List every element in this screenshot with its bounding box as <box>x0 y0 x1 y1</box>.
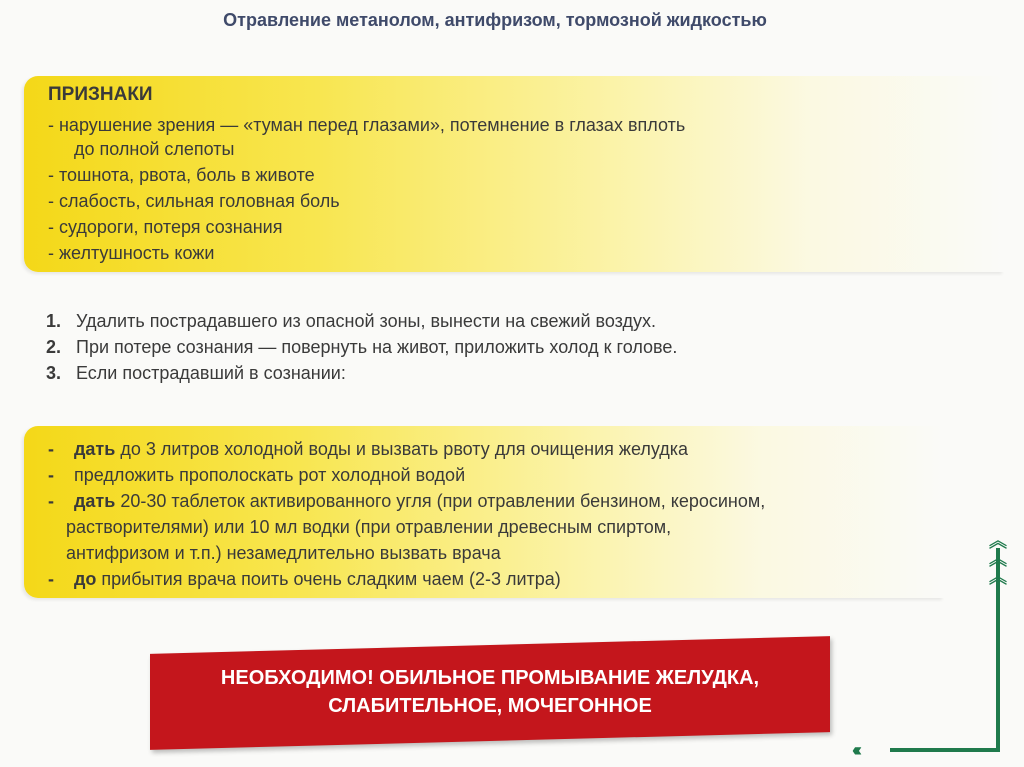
sign-item: - судороги, потеря сознания <box>48 217 283 237</box>
action-continuation: растворителями) или 10 мл водки (при отравлении древесным спиртом, <box>66 517 672 537</box>
sign-item: - тошнота, рвота, боль в животе <box>48 165 315 185</box>
page-title: Отравление метанолом, антифризом, тормозной жидкостью <box>223 10 767 30</box>
action-verb: дать <box>74 439 116 459</box>
step-number: 1. <box>46 311 62 331</box>
sign-item: - желтушность кожи <box>48 243 215 263</box>
dash: - <box>48 569 54 589</box>
action-continuation: антифризом и т.п.) незамедлительно вызвать врача <box>66 543 501 563</box>
sign-item: до полной слепоты <box>74 139 235 159</box>
sign-item: - нарушение зрения — «туман перед глазами», потемнение в глазах вплоть <box>48 115 686 135</box>
sign-item: - слабость, сильная головная боль <box>48 191 340 211</box>
banner-line: СЛАБИТЕЛЬНОЕ, МОЧЕГОННОЕ <box>328 695 652 717</box>
warning-banner-text <box>150 664 830 720</box>
action-item <box>48 488 765 514</box>
signs-heading: ПРИЗНАКИ <box>48 84 153 105</box>
signs-panel <box>24 76 1004 272</box>
action-text: 20-30 таблеток активированного угля (при отравлении бензином, керосином, <box>115 491 766 511</box>
banner-line: НЕОБХОДИМО! ОБИЛЬНОЕ ПРОМЫВАНИЕ ЖЕЛУДКА, <box>220 667 760 689</box>
chevron-up-icon: ︽ <box>989 531 1007 551</box>
step-item <box>46 334 677 360</box>
step-number: 2. <box>46 337 62 357</box>
actions-panel <box>24 426 944 598</box>
chevron-up-icon: ︽ <box>989 567 1007 587</box>
chevron-left-icon: ‹‹‹ <box>852 740 858 760</box>
arrow-line-horizontal <box>890 748 1000 752</box>
dash: - <box>48 491 54 511</box>
dash: - <box>48 465 54 485</box>
step-text: Удалить пострадавшего из опасной зоны, вынести на свежий воздух. <box>76 311 657 331</box>
action-text: до 3 литров холодной воды и вызвать рвоту для очищения желудка <box>115 439 689 459</box>
step-item <box>46 360 677 386</box>
dash: - <box>48 439 54 459</box>
step-number: 3. <box>46 363 62 383</box>
steps-list <box>46 308 677 386</box>
action-text: прибытия врача поить очень сладким чаем (2-3 литра) <box>96 569 561 589</box>
step-text: При потере сознания — повернуть на живот, приложить холод к голове. <box>76 337 678 357</box>
action-item <box>48 436 688 462</box>
action-verb: дать <box>74 491 116 511</box>
action-item <box>48 566 561 592</box>
action-verb: до <box>74 569 97 589</box>
action-item <box>48 462 465 488</box>
step-item <box>46 308 677 334</box>
action-text: предложить прополоскать рот холодной водой <box>74 465 466 485</box>
chevron-up-icon: ︽ <box>989 549 1007 569</box>
step-text: Если пострадавший в сознании: <box>76 363 346 383</box>
